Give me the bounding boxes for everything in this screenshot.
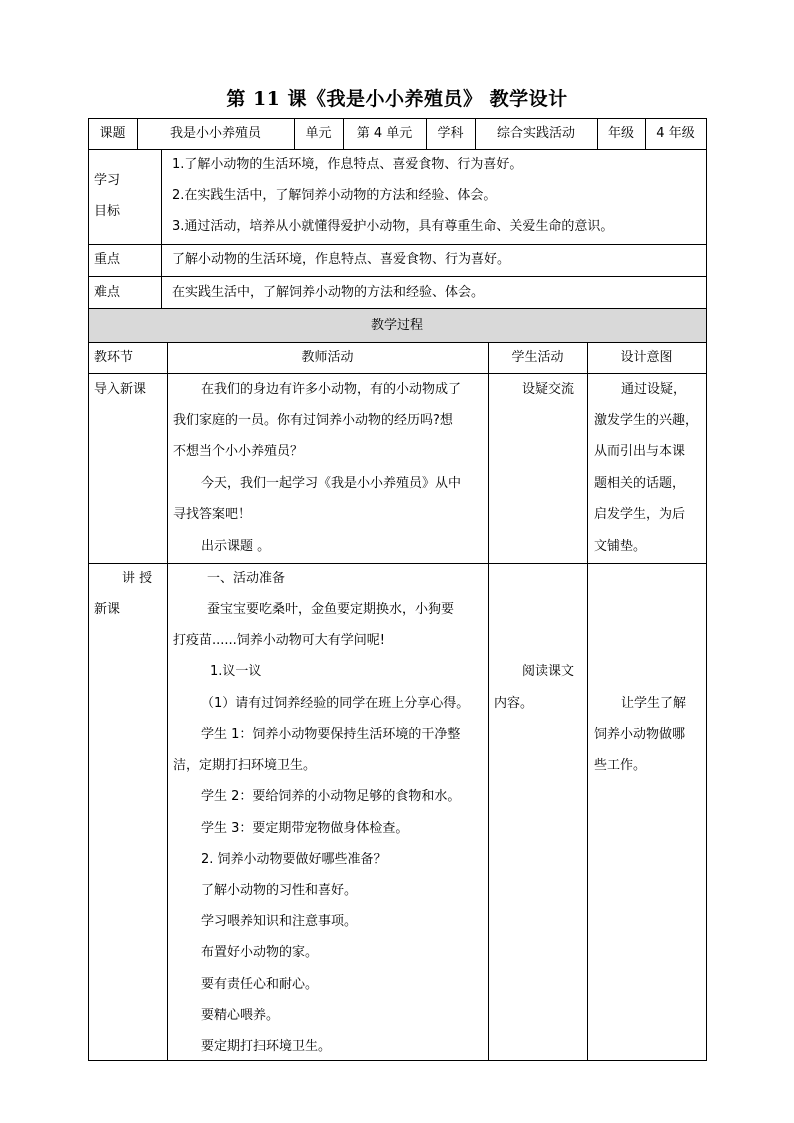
key-point-label: 重点 (94, 252, 121, 267)
intro-teacher-line: 我们家庭的一员。你有过饲养小动物的经历吗?想 (173, 413, 453, 428)
intro-teacher-line: 在我们的身边有许多小动物，有的小动物成了 (201, 382, 462, 397)
lesson-teacher-line: 洁，定期打扫环境卫生。 (173, 758, 317, 773)
grade-label: 年级 (607, 125, 634, 141)
lesson-teacher-line: 学习喂养知识和注意事项。 (201, 914, 358, 929)
difficulty-text: 在实践生活中，了解饲养小动物的方法和经验、体会。 (172, 285, 485, 300)
lesson-teacher-line: 2. 饲养小动物要做好哪些准备？ (201, 852, 387, 867)
lesson-teacher-line: 要有责任心和耐心。 (201, 977, 319, 992)
column-stage: 教环节 (94, 350, 134, 365)
lesson-teacher-line: （1）请有过饲养经验的同学在班上分享心得。 (201, 696, 470, 711)
intro-design-line: 通过设疑， (621, 382, 687, 397)
intro-teacher-line: 今天，我们一起学习《我是小小养殖员》从中 (201, 476, 462, 491)
goal-item: 3.通过活动，培养从小就懂得爱护小动物，具有尊重生命、关爱生命的意识。 (172, 219, 614, 234)
goal-item: 1.了解小动物的生活环境，作息特点、喜爱食物、行为喜好。 (172, 157, 523, 172)
lesson-design-line: 些工作。 (594, 758, 647, 773)
lesson-teacher-line: 要精心喂养。 (201, 1008, 280, 1023)
intro-stage: 导入新课 (94, 382, 147, 397)
goals-label-line1: 学习 (94, 173, 121, 188)
difficulty-label: 难点 (94, 285, 121, 300)
lesson-student-line: 内容。 (494, 696, 534, 711)
intro-design-line: 从而引出与本课 (594, 444, 686, 459)
lesson-teacher-line: 学生 3：要定期带宠物做身体检查。 (201, 821, 409, 836)
lesson-teacher-line: 一、活动准备 (207, 571, 286, 586)
subject-value: 综合实践活动 (496, 125, 575, 141)
unit-value: 第 4 单元 (356, 125, 413, 141)
lesson-design-line: 饲养小动物做哪 (594, 727, 686, 742)
intro-student-activity: 设疑交流 (522, 382, 575, 397)
lesson-teacher-line: 1.议一议 (210, 664, 262, 679)
goals-label-line2: 目标 (94, 204, 121, 219)
topic-label: 课题 (99, 125, 126, 141)
intro-design-line: 启发学生，为后 (594, 507, 686, 522)
column-teacher: 教师活动 (301, 349, 354, 365)
lesson-stage-line2: 新课 (94, 602, 121, 617)
key-point-text: 了解小动物的生活环境，作息特点、喜爱食物、行为喜好。 (172, 252, 511, 267)
topic-value: 我是小小养殖员 (169, 125, 261, 141)
lesson-teacher-line: 学生 1：饲养小动物要保持生活环境的干净整 (201, 727, 461, 742)
lesson-teacher-line: 布置好小动物的家。 (201, 945, 319, 960)
lesson-student-line: 阅读课文 (522, 664, 575, 679)
lesson-teacher-line: 打疫苗......饲养小动物可大有学问呢! (173, 633, 386, 648)
unit-label: 单元 (305, 125, 332, 141)
goal-item: 2.在实践生活中，了解饲养小动物的方法和经验、体会。 (172, 188, 497, 203)
column-design: 设计意图 (620, 349, 673, 365)
intro-teacher-line: 寻找答案吧！ (173, 507, 252, 522)
grade-value: 4 年级 (656, 125, 695, 141)
lesson-stage-line1: 讲 授 (122, 571, 153, 586)
intro-design-line: 文铺垫。 (594, 539, 647, 554)
subject-label: 学科 (437, 125, 464, 141)
intro-teacher-line: 不想当个小小养殖员？ (173, 444, 304, 459)
lesson-teacher-line: 学生 2：要给饲养的小动物足够的食物和水。 (201, 789, 461, 804)
intro-design-line: 题相关的话题， (594, 476, 686, 491)
lesson-teacher-line: 蚕宝宝要吃桑叶，金鱼要定期换水，小狗要 (207, 602, 455, 617)
column-student: 学生活动 (511, 349, 564, 365)
lesson-teacher-line: 要定期打扫环境卫生。 (201, 1039, 332, 1054)
intro-teacher-line: 出示课题 。 (201, 539, 271, 554)
lesson-teacher-line: 了解小动物的习性和喜好。 (201, 883, 358, 898)
process-header: 教学过程 (370, 317, 423, 333)
intro-design-line: 激发学生的兴趣， (594, 413, 699, 428)
lesson-design-line: 让学生了解 (621, 696, 687, 711)
document-title: 第 11 课《我是小小养殖员》 教学设计 (226, 88, 568, 110)
